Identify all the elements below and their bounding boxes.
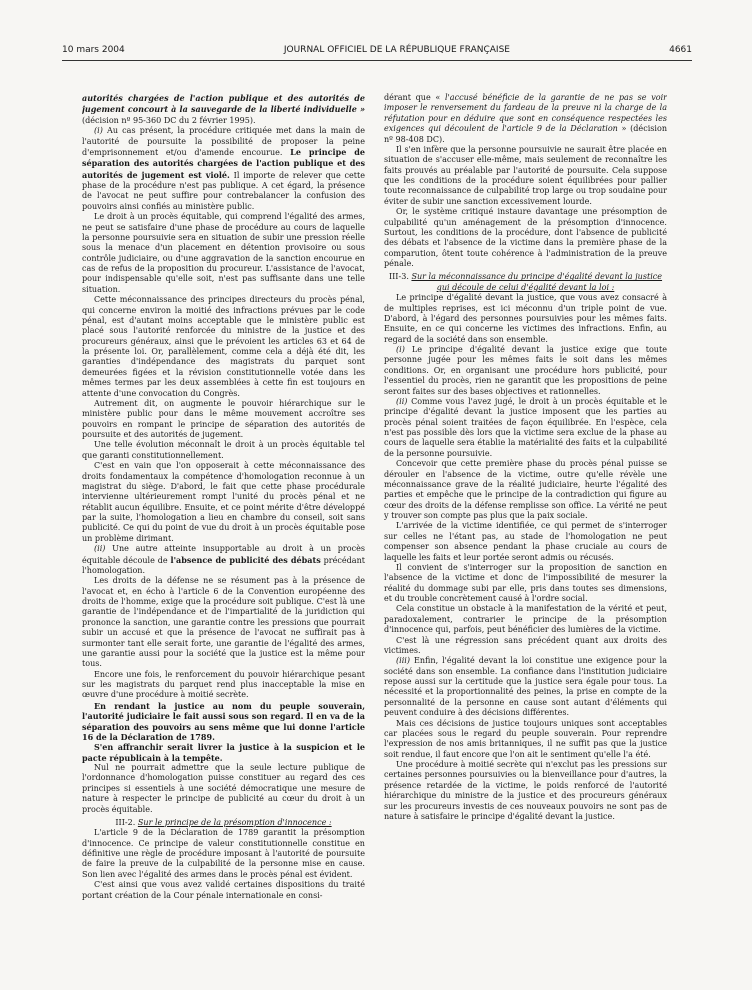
header-title: JOURNAL OFFICIEL DE LA RÉPUBLIQUE FRANÇAISE — [283, 45, 510, 55]
paragraph: Les droits de la défense ne se résument pas à la présence de l'avocat et, en écho à l'article 6 de la Convention européenne des droits de l'homme, exige que la procédure soit publique. C'est là une garantie de l'indépendance et de l'impartialité de la juridiction qui prononce la sanction, une garantie contre les pressions que pourrait subir un accusé et que la présence de l'avocat ne suffirait pas à surmonter tant elle serait forte, une garantie de l'égalité des armes, une garantie aussi pour la société que la justice est la même pour tous. — [82, 576, 365, 669]
quoted-passage: l'accusé bénéficie de la garantie de ne pas se voir imposer le renversement du fardeau de la preuve ni la charge de la réfutation pour en déduire que sont en conséquence respectées les exigences qui découlent de l'article 9 de la Déclaration — [384, 93, 667, 134]
section-number: III-2. — [115, 817, 138, 827]
paragraph: Cela constitue un obstacle à la manifestation de la vérité et peut, paradoxalement, contrarier le principe de la présomption d'innocence qui, parfois, peut bénéficier des lumières de la victime. — [384, 604, 667, 635]
bold-run: Le principe de séparation des autorités chargées de l'action publique et des autorités de jugement est violé. — [82, 146, 365, 180]
page-header — [62, 43, 692, 57]
text-run: Il importe de relever que cette phase de la procédure n'est pas publique. A cet égard, la présence de l'avocat ne peut suffire pour contrebalancer la confusion des pouvoirs ainsi confiés au ministère public. — [82, 170, 365, 211]
enum-marker: (ii) — [396, 396, 408, 406]
header-date: 10 mars 2004 — [62, 45, 125, 55]
paragraph — [82, 126, 365, 212]
paragraph: Une procédure à moitié secrète qui n'exclut pas les pressions sur certaines personnes poursuivies ou la bienveillance pour d'autres, la présence retardée de la victime, le poids renforcé de l'autorité hiérarchique du ministre de la justice et des procureurs généraux sur les procureurs investis de ces nouveaux pouvoirs ne sont pas de nature à satisfaire le principe d'égalité devant la justice. — [384, 760, 667, 821]
paragraph — [384, 397, 667, 459]
enum-marker: (ii) — [94, 544, 106, 554]
header-page-number: 4661 — [669, 45, 692, 55]
paragraph — [82, 93, 365, 126]
enum-marker: (i) — [94, 126, 103, 136]
paragraph — [384, 656, 667, 718]
enum-marker: (i) — [396, 345, 405, 354]
text-run: précédant l'homologation. — [82, 555, 365, 575]
bold-paragraph: En rendant la justice au nom du peuple souverain, l'autorité judiciaire le fait aussi sous son regard. Il en va de la séparation des pouvoirs au sens même que lui donne l'article 16 de la Déclaration de 1789. — [82, 700, 365, 742]
section-title: Sur le principe de la présomption d'innocence : — [137, 817, 332, 827]
text-run: Le principe d'égalité devant la justice exige que toute personne jugée pour les mêmes faits le soit dans les mêmes conditions. Or, en organisant une procédure hors publicité, pour l'essentiel du procès, rien ne garantit que les propositions de peine seront faites sur des bases objectives et rationnelles. — [384, 345, 667, 396]
text-run: Enfin, l'égalité devant la loi constitue une exigence pour la société dans son ensemble. La confiance dans l'institution judiciaire repose aussi sur la certitude que la justice sera égale pour tous. La nécessité et la proportionnalité des peines, la prise en compte de la personnalité de la personne en cause sont autant d'éléments qui peuvent conduire à des décisions différentes. — [384, 656, 667, 718]
paragraph — [384, 93, 667, 145]
paragraph: Autrement dit, on augmente le pouvoir hiérarchique sur le ministère public pour dans le même mouvement accroître ses pouvoirs en rompant le principe de séparation des autorités de poursuite et des autorités de jugement. — [82, 398, 365, 439]
section-heading — [82, 818, 365, 828]
paragraph: Il s'en infère que la personne poursuivie ne saurait être placée en situation de s'accuser elle-même, mais seulement de reconnaître les faits prouvés au préalable par l'autorité de poursuite. Cela suppose que les conditions de la procédure soient équilibrées pour pallier toute reconnaissance de culpabilité trop large ou trop soudaine pour éviter de subir une sanction excessivement lourde. — [384, 144, 667, 206]
paragraph: Or, le système critiqué instaure davantage une présomption de culpabilité qu'un aménagement de la présomption d'innocence. Surtout, les conditions de la procédure, dont l'absence de publicité des débats et l'absence de la victime dans la première phase de la comparution, ôtent toute cohérence à l'administration de la preuve pénale. — [384, 207, 667, 268]
paragraph: C'est en vain que l'on opposerait à cette méconnaissance des droits fondamentaux la compétence d'homologation reconnue à un magistrat du siège. D'abord, le fait que cette phase procédurale intervienne ultérieurement rompt l'unité du procès pénal et ne rétablit aucun équilibre. Ensuite, et ce point mérite d'être développé par la suite, l'homologation a lieu en chambre du conseil, soit sans publicité. Ce qui du point de vue du droit à un procès équitable pose un problème dirimant. — [82, 461, 365, 543]
section-title: Sur la méconnaissance du principe d'égalité devant la justice qui découle de celui d'égalité devant la loi : — [411, 272, 663, 292]
text-run: Comme vous l'avez jugé, le droit à un procès équitable et le principe d'égalité devant la justice imposent que les parties au procès pénal soient traitées de façon équilibrée. En l'espèce, cela n'est pas possible dès lors que la victime sera exclue de la phase au cours de laquelle sera établie la matérialité des faits et la culpabilité de la personne poursuivie. — [384, 396, 667, 458]
paragraph: Mais ces décisions de justice toujours uniques sont acceptables car placées sous le regard du peuple souverain. Pour reprendre l'expression de nos amis britanniques, il ne suffit pas que la justice soit rendue, il faut encore que l'on ait le sentiment qu'elle l'a été. — [384, 718, 667, 759]
paragraph: L'arrivée de la victime identifiée, ce qui permet de s'interroger sur celles ne l'étant pas, au stade de l'homologation ne peut compenser son absence pendant la phase cruciale au cours de laquelle les faits et leur portée seront admis ou récusés. — [384, 521, 667, 562]
paragraph: Cette méconnaissance des principes directeurs du procès pénal, qui concerne environ la moitié des infractions prévues par le code pénal, est d'autant moins acceptable que le ministère public est placé sous l'autorité renforcée du ministre de la justice et des procureurs généraux, ainsi que le prévoient les articles 63 et 64 de la présente loi. Or, parallèlement, comme cela a déjà été dit, les garanties d'indépendance des magistrats du parquet sont demeurées figées et la révision constitutionnelle votée dans les mêmes termes par les deux assemblées à cette fin est toujours en attente d'une convocation du Congrès. — [82, 295, 365, 398]
section-heading — [384, 272, 667, 293]
paragraph: Concevoir que cette première phase du procès pénal puisse se dérouler en l'absence de la victime, outre qu'elle révèle une méconnaissance grave de la réalité judiciaire, heurte l'égalité des parties et empêche que le principe de la contradiction qui figure au cœur des droits de la défense remplisse son office. La vérité ne peut y trouver son compte pas plus que la paix sociale. — [384, 459, 667, 520]
text-run: dérant que « — [384, 93, 445, 102]
bold-paragraph: S'en affranchir serait livrer la justice à la suspicion et le pacte républicain à la tempête. — [82, 742, 365, 763]
paragraph — [82, 544, 365, 576]
enum-marker: (iii) — [396, 656, 410, 666]
paragraph: Le principe d'égalité devant la justice, que vous avez consacré à de multiples reprises, est ici méconnu d'un triple point de vue. D'abord, à l'égard des personnes poursuivies pour les mêmes faits. Ensuite, en ce qui concerne les victimes des infractions. Enfin, au regard de la société dans son ensemble. — [384, 293, 667, 344]
text-run: (décision nº 95-360 DC du 2 février 1995). — [82, 115, 256, 125]
paragraph: C'est là une régression sans précédent quant aux droits des victimes. — [384, 635, 667, 655]
paragraph — [384, 345, 667, 397]
paragraph: Nul ne pourrait admettre que la seule lecture publique de l'ordonnance d'homologation puisse constituer au regard des ces principes si essentiels à une société démocratique une mesure de nature à respecter le principe de publicité au cœur du droit à un procès équitable. — [82, 763, 365, 814]
section-number: III-3. — [388, 272, 412, 282]
header-rule — [62, 60, 692, 61]
paragraph: Encore une fois, le renforcement du pouvoir hiérarchique pesant sur les magistrats du parquet rend plus inacceptable la mise en œuvre d'une procédure à moitié secrète. — [82, 669, 365, 700]
text-run: Une autre atteinte insupportable au droit à un procès équitable découle de — [82, 544, 365, 565]
paragraph: C'est ainsi que vous avez validé certaines dispositions du traité portant création de la Cour pénale internationale en consi- — [82, 880, 365, 900]
text-run: » (décision nº 98-408 DC). — [384, 124, 667, 144]
right-column — [384, 93, 667, 983]
text-run: Au cas présent, la procédure critiquée met dans la main de l'autorité de poursuite la possibilité de proposer la peine d'emprisonnement et/ou d'amende encourue. — [82, 126, 365, 157]
paragraph: Le droit à un procès équitable, qui comprend l'égalité des armes, ne peut se satisfaire d'une phase de procédure au cours de laquelle la personne poursuivie sera en situation de subir une pression réelle sous la menace d'un placement en détention provisoire ou sous contrôle judiciaire, ou d'une aggravation de la sanction encourue en cas de refus de la proposition du procureur. L'assistance de l'avocat, pour indispensable qu'elle soit, n'est pas suffisante dans une telle situation. — [82, 212, 365, 294]
paragraph: L'article 9 de la Déclaration de 1789 garantit la présomption d'innocence. Ce principe de valeur constitutionnelle constitue en définitive une règle de procédure imposant à l'autorité de poursuite de faire la preuve de la culpabilité de la personne mise en cause. Son lien avec l'égalité des armes dans le procès pénal est évident. — [82, 828, 365, 879]
left-column — [82, 93, 365, 983]
paragraph: Une telle évolution méconnaît le droit à un procès équitable tel que garanti constitutionnellement. — [82, 440, 365, 460]
quoted-passage: autorités chargées de l'action publique et des autorités de jugement concourt à la sauvegarde de la liberté individuelle » — [82, 93, 365, 115]
bold-run: l'absence de publicité des débats — [170, 554, 321, 565]
paragraph: Il convient de s'interroger sur la proposition de sanction en l'absence de la victime et donc de l'impossibilité de mesurer la réalité du dommage subi par elle, pris dans toutes ses dimensions, et du trouble concrètement causé à l'ordre social. — [384, 562, 667, 603]
